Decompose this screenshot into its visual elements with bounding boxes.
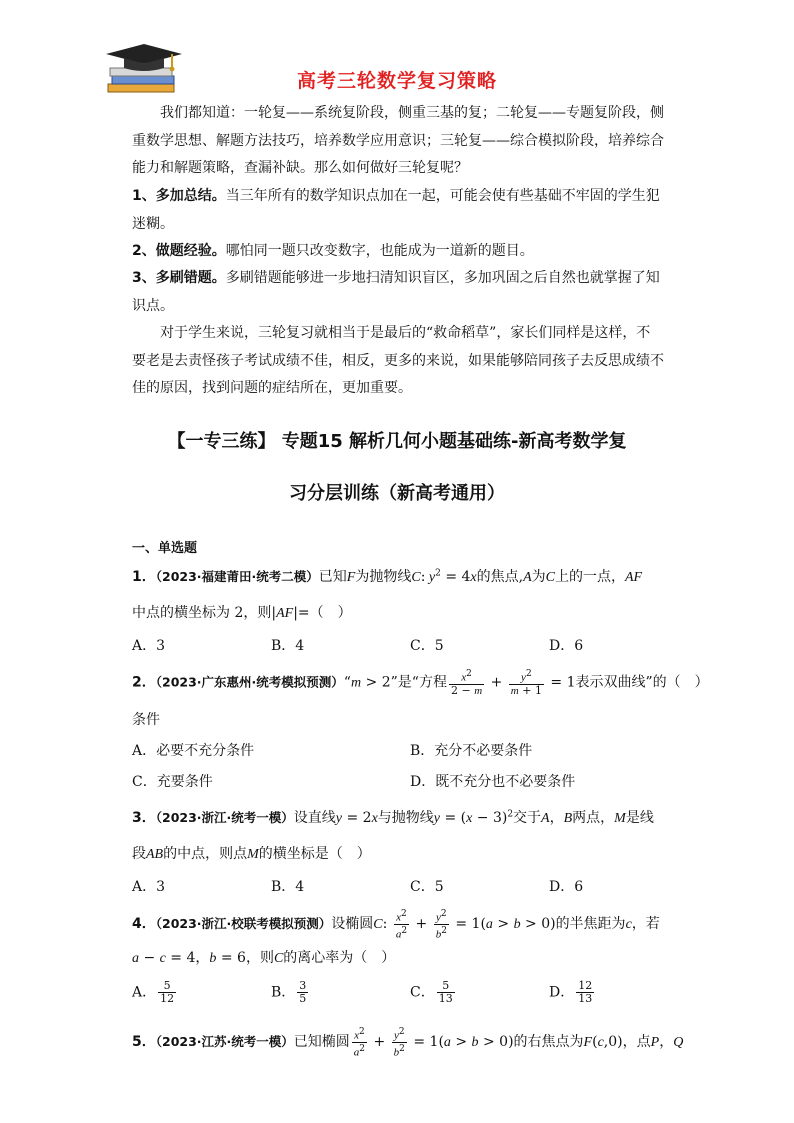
question-3-line-1: 3．（2023·浙江·统考一模）设直线y = 2x与抛物线$y = (x - 3)^2$交于A，B两点，M是线	[132, 809, 654, 826]
q3-option-a[interactable]: A．3	[132, 879, 166, 895]
tip-text: 哪怕同一题只改变数字，也能成为一道新的题目。	[225, 243, 534, 259]
q4-option-a[interactable]: A． $\frac{5}{12}$	[132, 979, 175, 1005]
q1-option-d[interactable]: D．6	[549, 638, 584, 654]
tip-2	[132, 238, 664, 266]
q3-option-b[interactable]: B．4	[271, 879, 305, 895]
question-3-line-2: 段AB的中点，则点M的横坐标是（ ）	[132, 846, 371, 862]
q4-option-c[interactable]: C． $\frac{5}{13}$	[410, 979, 453, 1005]
q4-option-b[interactable]: B． $\frac{3}{5}$	[271, 979, 307, 1005]
q2-option-d[interactable]: D．既不充分也不必要条件	[410, 774, 576, 790]
tip-1	[132, 183, 664, 238]
q2-option-c[interactable]: C．充要条件	[132, 774, 213, 790]
tip-text: 当三年所有的数学知识点加在一起，可能会使有些基础不牢固的学生犯迷糊。	[132, 188, 660, 232]
intro-paragraph: 我们都知道：一轮复——系统复阶段，侧重三基的复；二轮复——专题复阶段，侧重数学思想、解题方法技巧，培养数学应用意识；三轮复——综合模拟阶段，培养综合能力和解题策略，查漏补缺。那么如何做好三轮复呢？	[132, 105, 664, 176]
q3-option-c[interactable]: C．5	[410, 879, 444, 895]
tip-label: 3、多刷错题。	[132, 270, 226, 286]
question-1-line-2: 中点的横坐标为 2，则|AF|=（ ）	[132, 605, 352, 621]
question-2-line-1: 2．（2023·广东惠州·统考模拟预测）“m > 2”是“方程 $\frac{x^2}{2 - m}$ + $\frac{y^2}{m + 1}$ = 1表示双曲线”的（ ）	[132, 669, 709, 697]
tip-text: 多刷错题能够进一步地扫清知识盲区，多加巩固之后自然也就掌握了知识点。	[132, 270, 660, 314]
question-4-line-1: 4．（2023·浙江·校联考模拟预测）设椭圆C: $\frac{x^2}{a^2}$ + $\frac{y^2}{b^2}$ = 1(a > b > 0)的半焦距为c，若	[132, 909, 660, 941]
q2-option-a[interactable]: A．必要不充分条件	[132, 743, 255, 759]
q4-option-d[interactable]: D． $\frac{12}{13}$	[549, 979, 593, 1005]
question-2-line-2: 条件	[132, 712, 160, 728]
section-heading: 一、单选题	[132, 541, 198, 556]
question-1-line-1: 1．（2023·福建莆田·统考二模）已知F为抛物线C: $y^2 = 4x$的焦点,A为C上的一点，AF	[132, 568, 643, 585]
q1-option-a[interactable]: A．3	[132, 638, 166, 654]
q2-option-b[interactable]: B．充分不必要条件	[410, 743, 533, 759]
q3-option-d[interactable]: D．6	[549, 879, 584, 895]
tip-label: 1、多加总结。	[132, 188, 226, 204]
question-4-line-2: a − c = 4，b = 6，则C的离心率为（ ）	[132, 950, 396, 966]
document-title-line-1: 【一专三练】 专题15 解析几何小题基础练-新高考数学复	[167, 431, 627, 452]
tip-label: 2、做题经验。	[132, 243, 226, 259]
tip-3	[132, 265, 664, 320]
page-title: 高考三轮数学复习策略	[296, 70, 497, 92]
document-title-line-2: 习分层训练（新高考通用）	[289, 483, 505, 504]
question-5-line-1: 5．（2023·江苏·统考一模）已知椭圆 $\frac{x^2}{a^2}$ + $\frac{y^2}{b^2}$ = 1(a > b > 0)的右焦点为F(c,0)，点P，Q	[132, 1027, 684, 1059]
q1-option-b[interactable]: B．4	[271, 638, 305, 654]
closing-paragraph: 对于学生来说，三轮复习就相当于是最后的“救命稻草”，家长们同样是这样，不要老是去责怪孩子考试成绩不佳，相反，更多的来说，如果能够陪同孩子去反思成绩不佳的原因，找到问题的症结所在，更加重要。	[132, 325, 664, 396]
q1-option-c[interactable]: C．5	[410, 638, 444, 654]
